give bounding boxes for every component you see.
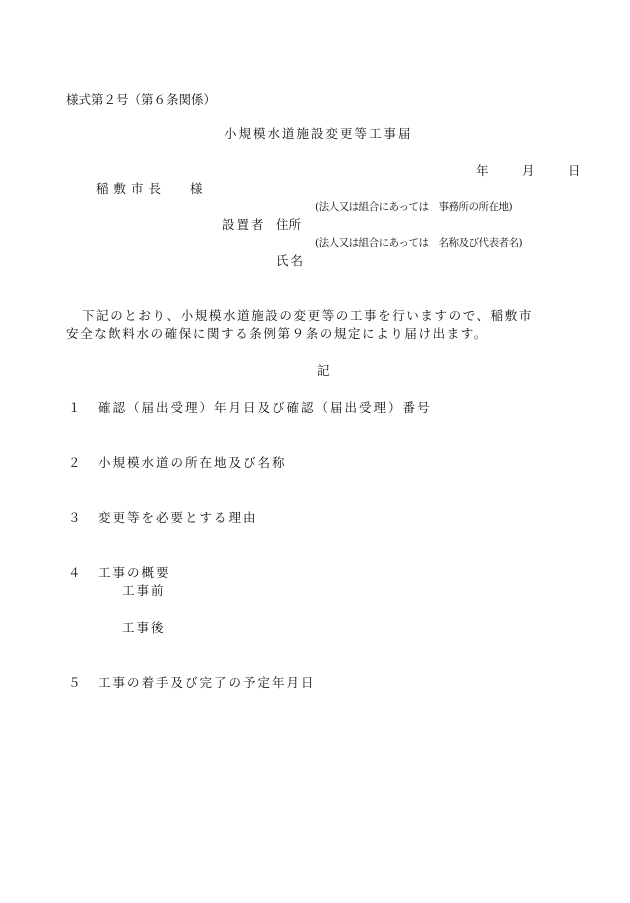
item-1-number: １ bbox=[68, 400, 81, 415]
item-5-number: ５ bbox=[68, 675, 81, 690]
date-month: 月 bbox=[522, 163, 535, 178]
note-heading: 記 bbox=[317, 363, 330, 378]
addressee-honorific: 様 bbox=[190, 181, 203, 196]
form-number: 様式第２号（第６条関係） bbox=[66, 92, 217, 107]
date-year: 年 bbox=[476, 163, 489, 178]
item-1-label: 確認（届出受理）年月日及び確認（届出受理）番号 bbox=[98, 400, 432, 415]
address-label: 住所 bbox=[276, 217, 302, 232]
body-line-1: 下記のとおり、小規模水道施設の変更等の工事を行いますので、稲敷市 bbox=[82, 308, 533, 323]
item-2-label: 小規模水道の所在地及び名称 bbox=[98, 455, 287, 470]
item-3-number: ３ bbox=[68, 510, 81, 525]
document-title: 小規模水道施設変更等工事届 bbox=[224, 126, 413, 141]
item-4-after: 工事後 bbox=[122, 620, 166, 635]
item-3-label: 変更等を必要とする理由 bbox=[98, 510, 258, 525]
notifier-role: 設置者 bbox=[222, 217, 266, 232]
item-4-label: 工事の概要 bbox=[98, 565, 171, 580]
corp-address-note: (法人又は組合にあっては 事務所の所在地) bbox=[315, 201, 513, 213]
corp-name-note: (法人又は組合にあっては 名称及び代表者名) bbox=[315, 237, 523, 249]
body-line-2: 安全な飲料水の確保に関する条例第９条の規定により届け出ます。 bbox=[66, 326, 489, 341]
item-4-before: 工事前 bbox=[122, 583, 166, 598]
date-day: 日 bbox=[568, 163, 581, 178]
addressee-name: 稲敷市長 bbox=[96, 181, 167, 196]
item-5-label: 工事の着手及び完了の予定年月日 bbox=[98, 675, 316, 690]
item-4-number: ４ bbox=[68, 565, 81, 580]
name-label: 氏名 bbox=[276, 253, 306, 268]
item-2-number: ２ bbox=[68, 455, 81, 470]
